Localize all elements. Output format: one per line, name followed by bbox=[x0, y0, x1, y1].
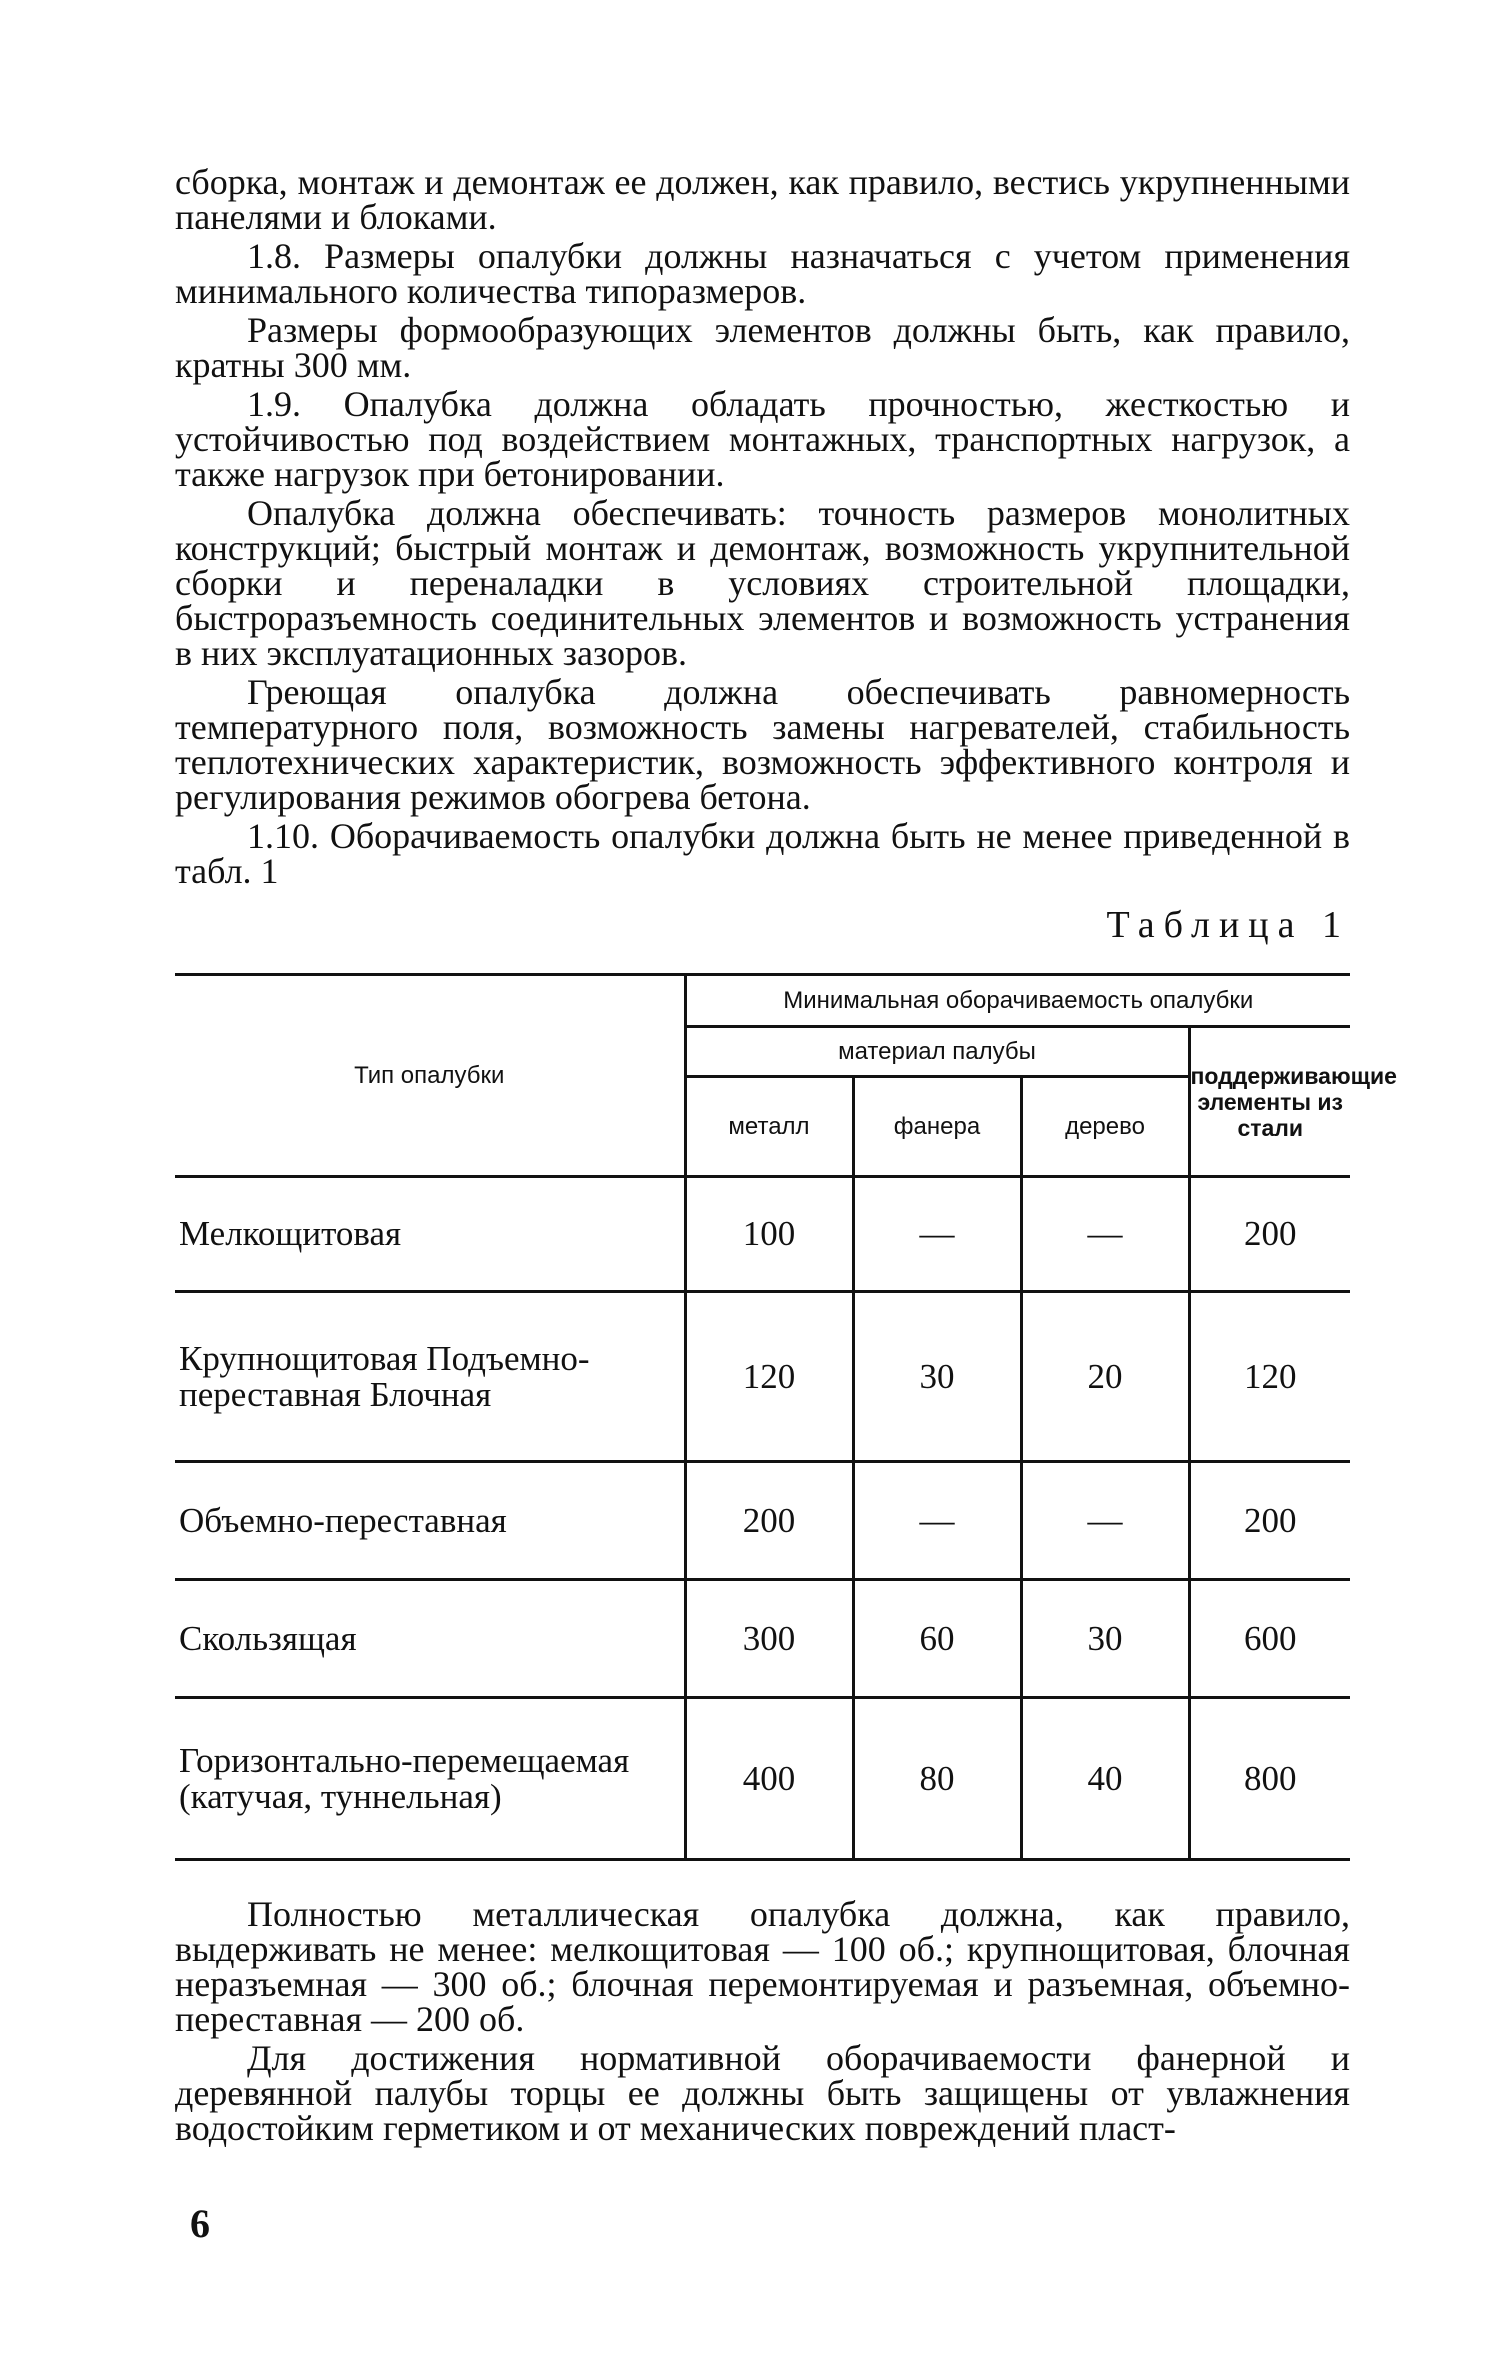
table-row bbox=[175, 1292, 1350, 1462]
header-wood: дерево bbox=[1021, 1077, 1189, 1177]
cell-plywood: — bbox=[853, 1177, 1021, 1292]
paragraph: Опалубка должна обеспечивать: точность размеров монолитных конструкций; быстрый монтаж и демонтаж, возможность укрупнительной сборки и переналадки в условиях строительной площадки, быстроразъемность соединительных элементов и возможность устранения в них эксплуатационных зазоров. bbox=[175, 493, 1350, 673]
cell-metal: 100 bbox=[685, 1177, 853, 1292]
header-type: Тип опалубки bbox=[175, 975, 685, 1177]
cell-plywood: 30 bbox=[853, 1292, 1021, 1462]
paragraph: 1.10. Оборачиваемость опалубки должна быть не менее приведенной в табл. 1 bbox=[175, 816, 1350, 891]
cell-steel: 120 bbox=[1189, 1292, 1350, 1462]
header-group: Минимальная оборачиваемость опалубки bbox=[685, 975, 1350, 1027]
cell-wood: 40 bbox=[1021, 1698, 1189, 1860]
row-type: Объемно-переставная bbox=[179, 1500, 507, 1540]
cell-plywood: — bbox=[853, 1462, 1021, 1580]
cell-metal: 200 bbox=[685, 1462, 853, 1580]
cell-plywood: 80 bbox=[853, 1698, 1021, 1860]
table-row bbox=[175, 1177, 1350, 1292]
header-plywood: фанера bbox=[853, 1077, 1021, 1177]
cell-steel: 200 bbox=[1189, 1462, 1350, 1580]
paragraph: сборка, монтаж и демонтаж ее должен, как правило, вестись укрупненными панелями и блоками. bbox=[175, 162, 1350, 237]
paragraph: Размеры формообразующих элементов должны быть, как правило, кратны 300 мм. bbox=[175, 310, 1350, 385]
cell-steel: 200 bbox=[1189, 1177, 1350, 1292]
paragraph: 1.9. Опалубка должна обладать прочностью, жесткостью и устойчивостью под воздействием монтажных, транспортных нагрузок, а также нагрузок при бетонировании. bbox=[175, 384, 1350, 494]
paragraph: Для достижения нормативной оборачиваемости фанерной и деревянной палубы торцы ее должны быть защищены от увлажнения водостойким герметиком и от механических повреждений пласт- bbox=[175, 2038, 1350, 2148]
cell-steel: 800 bbox=[1189, 1698, 1350, 1860]
page-number: 6 bbox=[190, 2201, 210, 2246]
paragraph: Полностью металлическая опалубка должна, как правило, выдерживать не менее: мелкощитовая — 100 об.; крупнощитовая, блочная неразъемная — 300 об.; блочная перемонтируемая и разъемная, объемно-переставная — 200 об. bbox=[175, 1894, 1350, 2039]
header-metal: металл bbox=[685, 1077, 853, 1177]
cell-wood: 30 bbox=[1021, 1580, 1189, 1698]
row-type: Горизонтально-перемещаемая (катучая, туннельная) bbox=[179, 1740, 630, 1816]
row-type: Скользящая bbox=[179, 1618, 357, 1658]
row-type: Крупнощитовая Подъемно-переставная Блочная bbox=[179, 1338, 590, 1414]
cell-steel: 600 bbox=[1189, 1580, 1350, 1698]
cell-wood: — bbox=[1021, 1177, 1189, 1292]
paragraph: Греющая опалубка должна обеспечивать равномерность температурного поля, возможность замены нагревателей, стабильность теплотехнических характеристик, возможность эффективного контроля и регулирования режимов обогрева бетона. bbox=[175, 672, 1350, 817]
table-caption: Таблица 1 bbox=[1106, 904, 1350, 946]
cell-wood: — bbox=[1021, 1462, 1189, 1580]
cell-metal: 120 bbox=[685, 1292, 853, 1462]
table-row bbox=[175, 1462, 1350, 1580]
row-type: Мелкощитовая bbox=[179, 1214, 402, 1253]
page-body bbox=[175, 162, 1397, 2150]
cell-plywood: 60 bbox=[853, 1580, 1021, 1698]
cell-wood: 20 bbox=[1021, 1292, 1189, 1462]
turnover-table bbox=[175, 973, 1397, 1861]
header-steel: поддерживающие элементы из стали bbox=[1189, 1027, 1350, 1177]
header-subgroup: материал палубы bbox=[685, 1027, 1189, 1077]
cell-metal: 400 bbox=[685, 1698, 853, 1860]
table-row bbox=[175, 1698, 1350, 1860]
cell-metal: 300 bbox=[685, 1580, 853, 1698]
table-row bbox=[175, 1580, 1350, 1698]
paragraph: 1.8. Размеры опалубки должны назначаться с учетом применения минимального количества типоразмеров. bbox=[175, 236, 1350, 311]
